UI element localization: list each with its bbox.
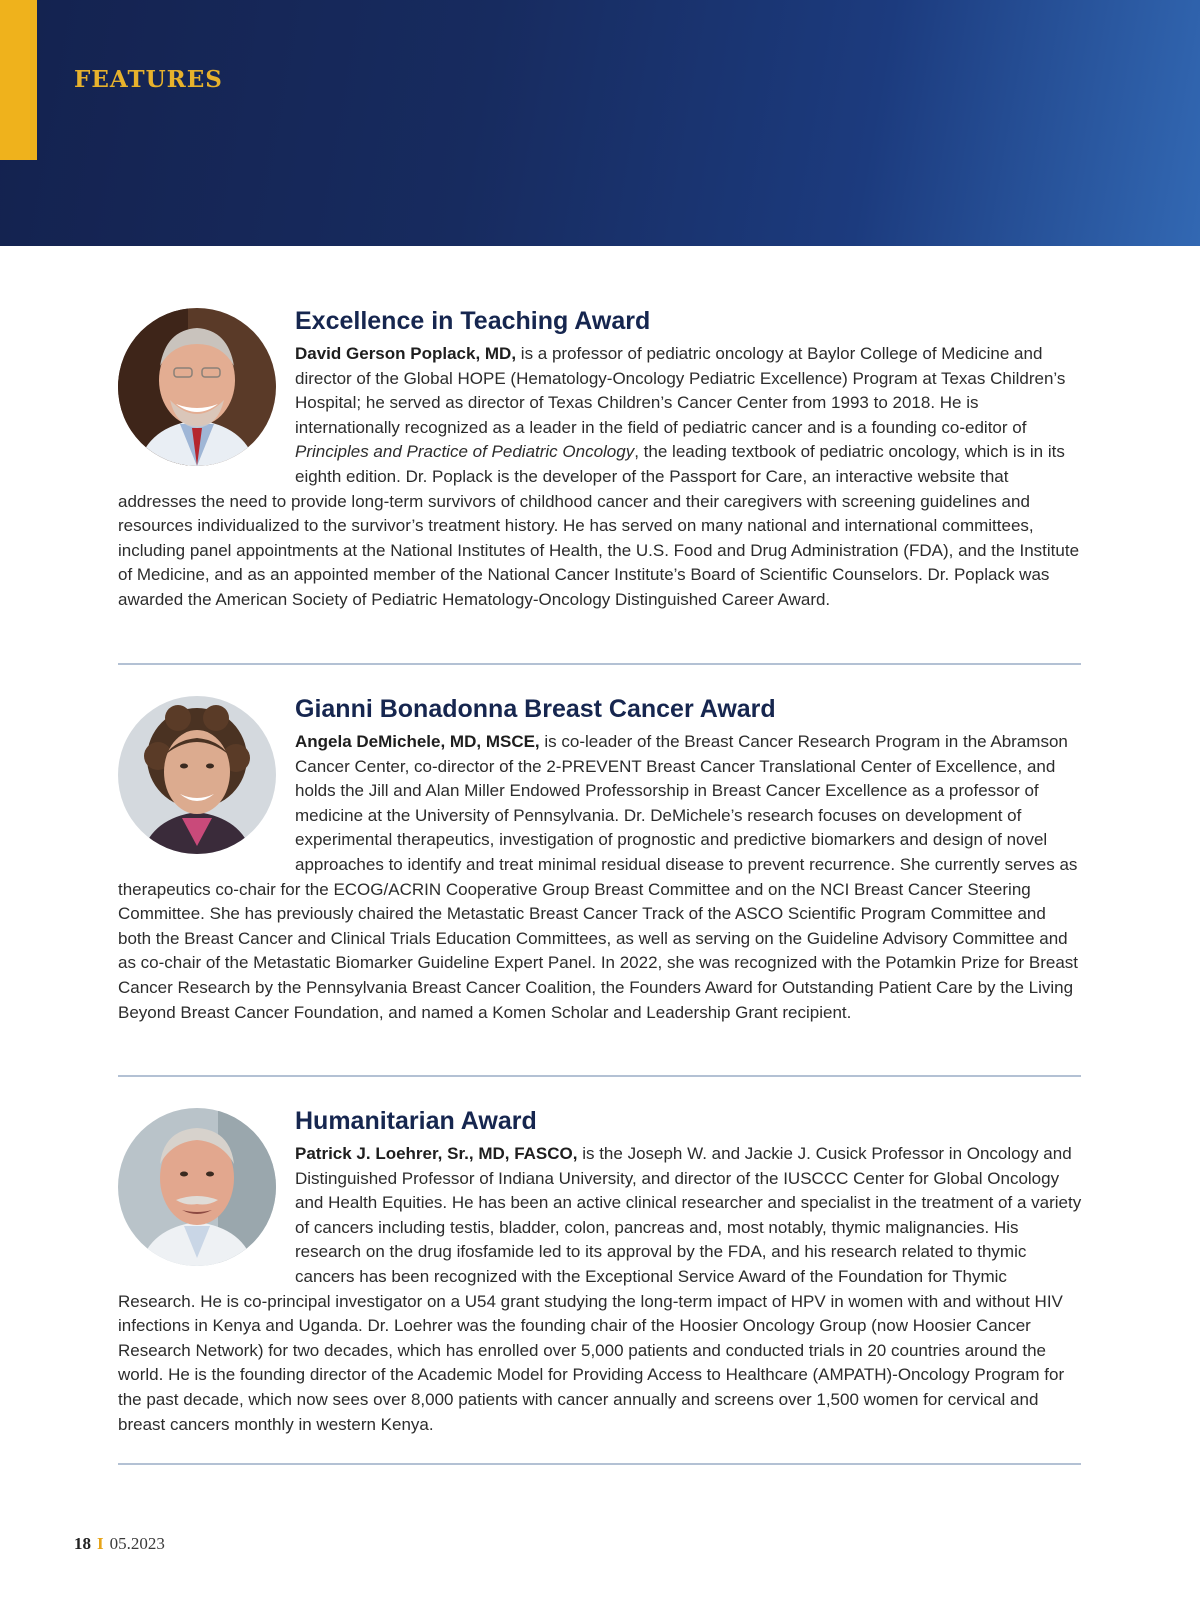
- book-title: Principles and Practice of Pediatric Oncology: [295, 442, 635, 462]
- bio-text-continued: , the leading textbook of pediatric oncology, which is in its eighth edition. Dr. Poplack is the developer of the Passport for Care, an interactive website that addresses the need to provide long-term survivors of childhood cancer and their caregivers with screening guidelines and resources individualized to the survivor’s treatment history. He has served on many national and international committees, including panel appointments at the National Institutes of Health, the U.S. Food and Drug Administration (FDA), and the Institute of Medicine, and as an appointed member of the National Cancer Institute’s Board of Scientific Counselors. Dr. Poplack was awarded the American Society of Pediatric Hematology-Oncology Distinguished Career Award.: [118, 442, 1080, 609]
- section-label: FEATURES: [74, 66, 223, 93]
- gold-accent-bar: [0, 0, 37, 160]
- page-number: 18: [74, 1534, 91, 1553]
- section-divider: [118, 663, 1081, 665]
- bio-text: is the Joseph W. and Jackie J. Cusick Professor in Oncology and Distinguished Professor of Indiana University, and director of the IUSCCC Center for Global Oncology and Health Equities. He has been an active clinical researcher and specialist in the treatment of a variety of cancers including testis, bladder, colon, pancreas and, most notably, thymic malignancies. His research on the drug ifosfamide led to its approval by the FDA, and his research related to thymic cancers has been recognized with the Exceptional Service Award of the Foundation for Thymic Research. He is co-principal investigator on a U54 grant studying the long-term impact of HPV in women with and without HIV infections in Kenya and Uganda. Dr. Loehrer was the founding chair of the Hoosier Oncology Group (now Hoosier Cancer Research Network) for two decades, which has enrolled over 5,000 patients and conducted trials in 20 countries around the world. He is the founding director of the Academic Model for Providing Access to Healthcare (AMPATH)-Oncology Program for the past decade, which now sees over 8,000 patients with cancer annually and screens over 1,500 women for cervical and breast cancers monthly in western Kenya.: [118, 1144, 1082, 1434]
- award-title: Humanitarian Award: [295, 1107, 537, 1135]
- portrait-photo: [118, 308, 276, 466]
- award-excellence-in-teaching: [118, 306, 1082, 613]
- award-humanitarian: [118, 1106, 1082, 1437]
- page-footer: [74, 1534, 165, 1554]
- award-gianni-bonadonna: [118, 694, 1082, 1025]
- footer-separator: I: [97, 1534, 104, 1553]
- header-banner: [0, 0, 1200, 246]
- portrait-photo: [118, 696, 276, 854]
- recipient-name: David Gerson Poplack, MD,: [295, 344, 517, 363]
- award-title: Gianni Bonadonna Breast Cancer Award: [295, 695, 776, 723]
- section-divider: [118, 1075, 1081, 1077]
- issue-date: 05.2023: [109, 1534, 165, 1553]
- bio-text: is co-leader of the Breast Cancer Research Program in the Abramson Cancer Center, co-director of the 2-PREVENT Breast Cancer Translational Center of Excellence, and holds the Jill and Alan Miller Endowed Professorship in Breast Cancer Excellence as a professor of medicine at the University of Pennsylvania. Dr. DeMichele’s research focuses on development of experimental therapeutics, investigation of prognostic and predictive biomarkers and design of novel approaches to identify and treat minimal residual disease to prevent recurrence. She currently serves as therapeutics co-chair for the ECOG/ACRIN Cooperative Group Breast Committee and on the NCI Breast Cancer Steering Committee. She has previously chaired the Metastatic Breast Cancer Track of the ASCO Scientific Program Committee and both the Breast Cancer and Clinical Trials Education Committees, as well as serving on the Guideline Advisory Committee and as co-chair of the Metastatic Biomarker Guideline Expert Panel. In 2022, she was recognized with the Potamkin Prize for Breast Cancer Research by the Pennsylvania Breast Cancer Coalition, the Founders Award for Outstanding Patient Care by the Living Beyond Breast Cancer Foundation, and named a Komen Scholar and Leadership Grant recipient.: [118, 732, 1079, 1022]
- recipient-name: Angela DeMichele, MD, MSCE,: [295, 732, 540, 751]
- portrait-photo: [118, 1108, 276, 1266]
- bio-text: is a professor of pediatric oncology at Baylor College of Medicine and director of the Global HOPE (Hematology-Oncology Pediatric Excellence) Program at Texas Children’s Hospital; he served as director of Texas Children’s Cancer Center from 1993 to 2018. He is internationally recognized as a leader in the field of pediatric cancer and is a founding co-editor of: [295, 344, 1066, 437]
- recipient-name: Patrick J. Loehrer, Sr., MD, FASCO,: [295, 1144, 578, 1163]
- award-title: Excellence in Teaching Award: [295, 307, 651, 335]
- section-divider: [118, 1463, 1081, 1465]
